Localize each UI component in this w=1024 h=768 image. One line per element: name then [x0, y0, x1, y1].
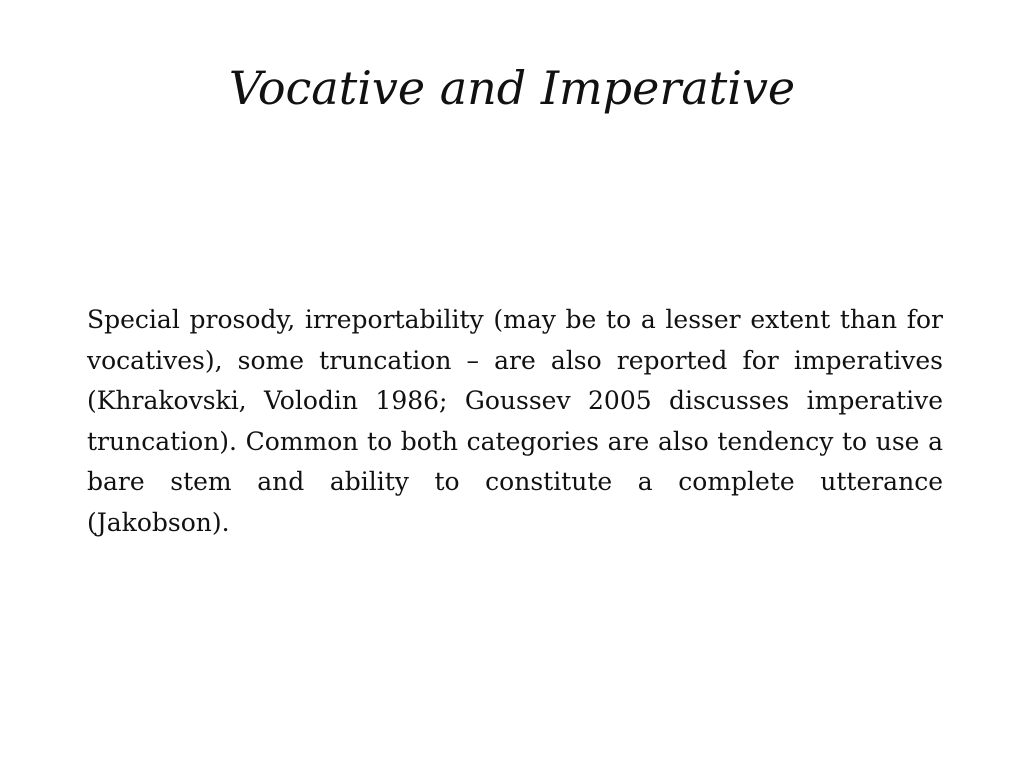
slide-body-paragraph: Special prosody, irreportability (may be to a lesser extent than for vocatives), some truncation – are also reported for imperatives (Khrakovski, Volodin 1986; Goussev 2005 discusses imperative truncation). Common to both categories are also tendency to use a bare stem and ability to constitute a complete utterance (Jakobson). [87, 305, 943, 537]
slide-title: Vocative and Imperative [228, 61, 796, 115]
